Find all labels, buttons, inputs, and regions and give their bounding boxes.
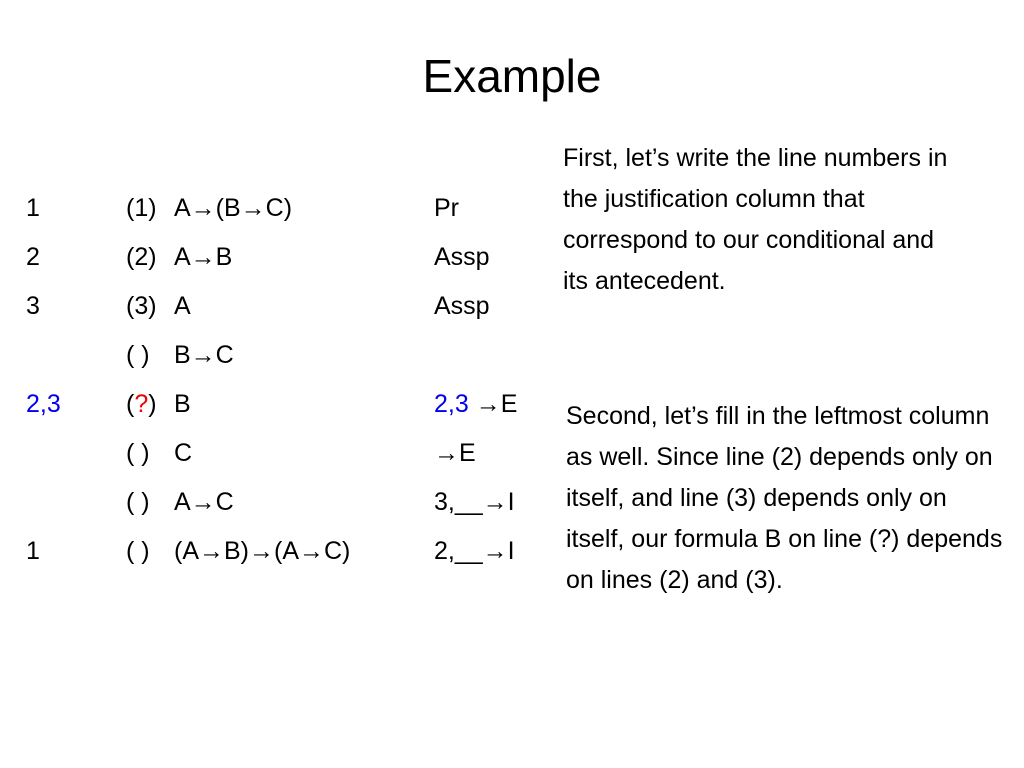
line-number-open: ( — [126, 390, 135, 418]
formula: B — [174, 390, 191, 418]
proof-row-4 — [26, 331, 546, 380]
justification-cell: Assp — [434, 292, 490, 320]
justification-cell: Assp — [434, 243, 490, 271]
formula: (A→B)→(A→C) — [174, 537, 351, 565]
explanation-note-first: First, let’s write the line numbers in the justification column that correspond to our conditional and its antecedent. — [563, 144, 948, 295]
slide-title: Example — [422, 50, 602, 102]
formula: C — [174, 439, 193, 467]
justification-lines-highlighted: 2,3 — [434, 390, 469, 418]
line-number: ( ) — [126, 341, 150, 369]
formula: A — [174, 292, 191, 320]
unknown-line-mark: ? — [134, 390, 149, 418]
dependency-cell-highlighted: 2,3 — [26, 390, 61, 418]
justification-cell: 3,__→I — [434, 488, 515, 516]
line-number: ( ) — [126, 488, 150, 516]
line-number-cell — [126, 380, 157, 429]
proof-table — [26, 184, 546, 576]
line-number-cell — [126, 331, 150, 380]
line-number: (3) — [126, 292, 157, 320]
justification-cell: Pr — [434, 194, 459, 222]
dependency-cell: 3 — [26, 292, 40, 320]
line-number-cell — [126, 184, 157, 233]
dependency-cell: 2 — [26, 243, 40, 271]
line-number-cell — [126, 527, 150, 576]
proof-row-3 — [26, 282, 546, 331]
justification-cell: 2,__→I — [434, 537, 515, 565]
proof-row-7 — [26, 478, 546, 527]
proof-row-1 — [26, 184, 546, 233]
explanation-note-second: Second, let’s fill in the leftmost column as well. Since line (2) depends only on itself, and line (3) depends only on itself, our formula B on line (?) depends on lines (2) and (3). — [566, 402, 1003, 594]
line-number: ( ) — [126, 537, 150, 565]
line-number-cell — [126, 233, 157, 282]
justification-cell: →E — [434, 439, 476, 467]
line-number-cell — [126, 429, 150, 478]
justification-rule: →E — [468, 390, 518, 418]
proof-row-5 — [26, 380, 546, 429]
justification-cell — [434, 380, 517, 429]
proof-row-6 — [26, 429, 546, 478]
formula: A→(B→C) — [174, 194, 293, 222]
line-number-cell — [126, 478, 150, 527]
line-number: ( ) — [126, 439, 150, 467]
proof-row-2 — [26, 233, 546, 282]
line-number-close: ) — [148, 390, 157, 418]
dependency-cell: 1 — [26, 537, 40, 565]
line-number-cell — [126, 282, 157, 331]
formula: B→C — [174, 341, 234, 369]
line-number: (2) — [126, 243, 157, 271]
formula: A→C — [174, 488, 234, 516]
proof-row-8 — [26, 527, 546, 576]
dependency-cell: 1 — [26, 194, 40, 222]
formula: A→B — [174, 243, 233, 271]
line-number: (1) — [126, 194, 157, 222]
